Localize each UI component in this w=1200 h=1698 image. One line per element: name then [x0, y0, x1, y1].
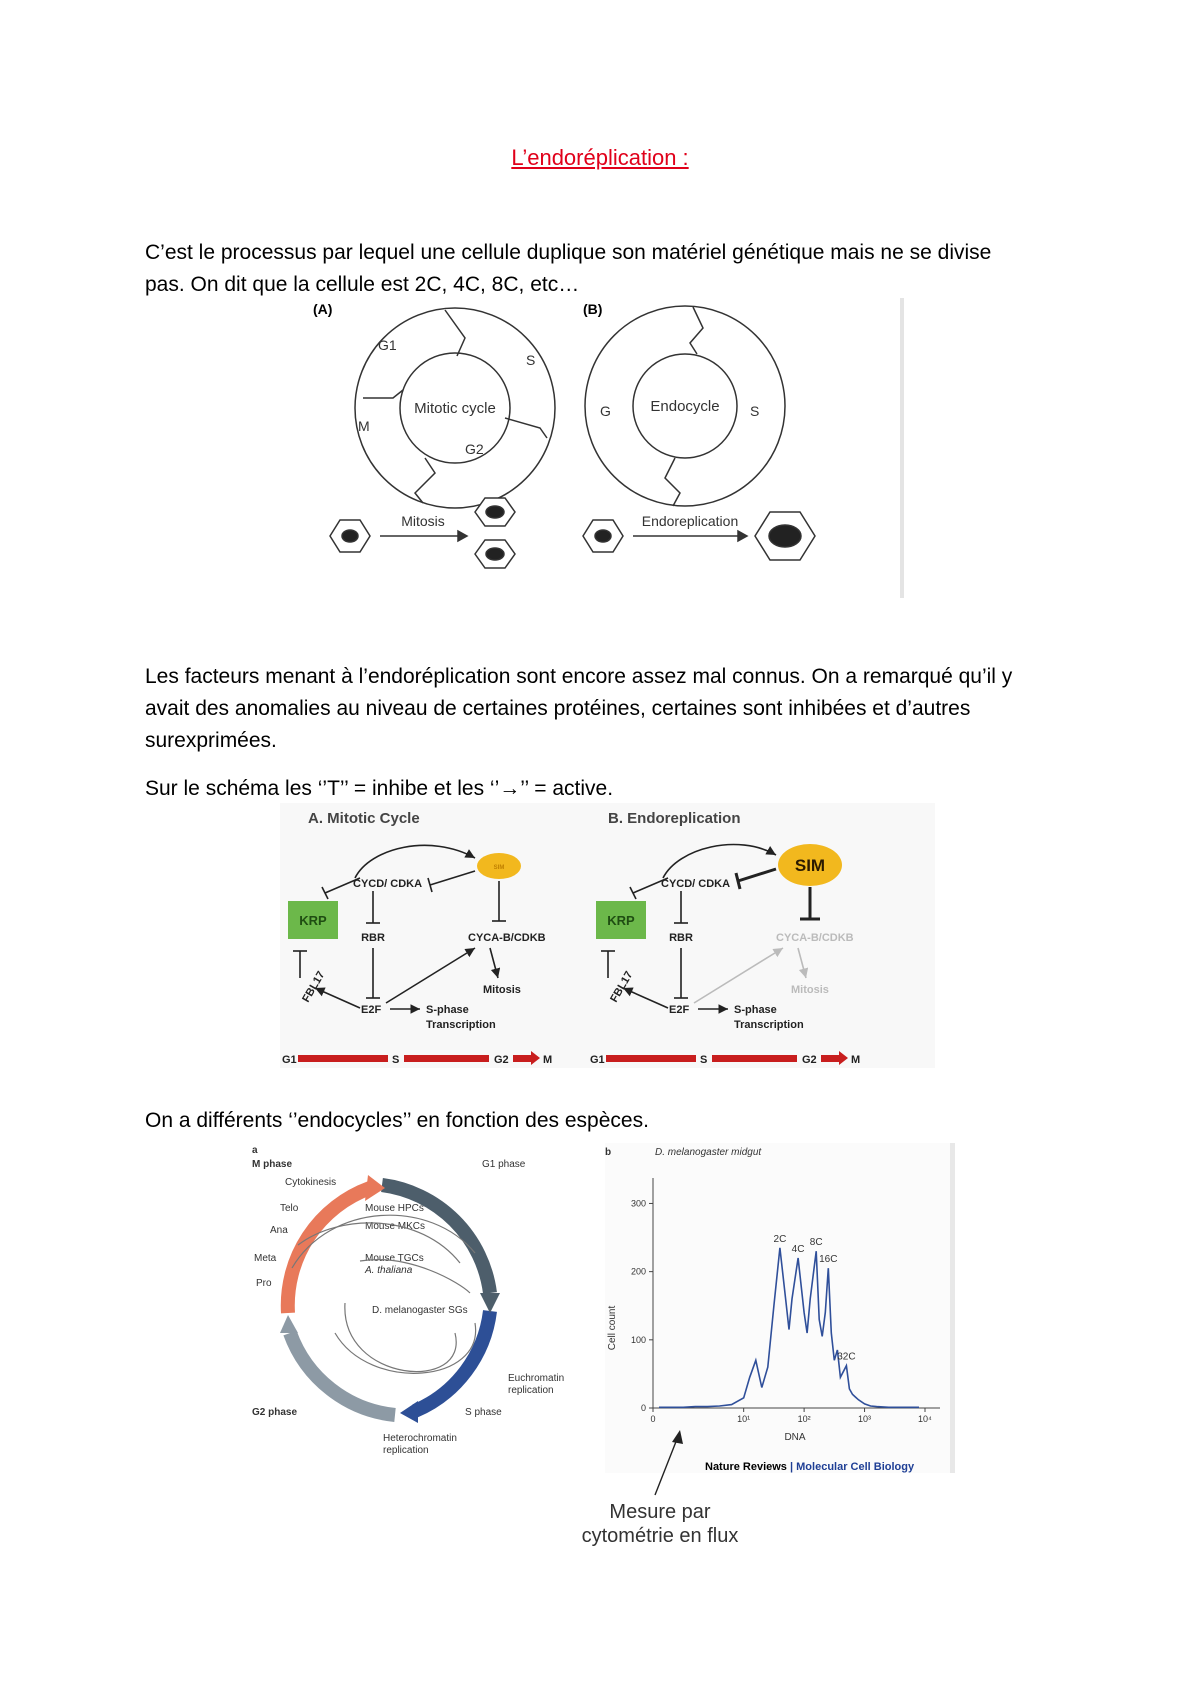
- g1-label-a: G1: [282, 1054, 297, 1066]
- figure-b-label: b: [605, 1147, 612, 1158]
- telo-label: Telo: [280, 1203, 299, 1214]
- dna-histogram-figure: [605, 1143, 955, 1473]
- mitosis-label: Mitosis: [401, 513, 445, 529]
- m-label-b: M: [851, 1054, 861, 1066]
- g1-label-b: G1: [590, 1054, 605, 1066]
- caption-molecular-cell-biology: Molecular Cell Biology: [796, 1461, 915, 1473]
- cyca-label-a: CYCA-B/CDKB: [468, 932, 546, 944]
- m-label-a: M: [543, 1054, 553, 1066]
- y-tick-label-1: 100: [630, 1334, 646, 1345]
- endocycle-variants-figure: [250, 1143, 595, 1488]
- g-label: G: [600, 403, 611, 419]
- mesure-line-2: cytométrie en flux: [581, 1525, 739, 1547]
- panel-a-label: (A): [313, 301, 333, 317]
- krp-label-a: KRP: [299, 913, 327, 928]
- x-axis-label: DNA: [784, 1432, 806, 1443]
- sim-small-label: SIM: [493, 865, 505, 871]
- panel-b-title: B. Endoreplication: [608, 810, 741, 827]
- peak-label-8C: 8C: [809, 1237, 823, 1249]
- factors-line-2: avait des anomalies au niveau de certaines protéines, certaines sont inhibées et d’autres: [145, 697, 971, 720]
- mesure-line-1: Mesure par: [609, 1501, 711, 1523]
- factors-paragraph: [145, 661, 1075, 757]
- peak-label-16C: 16C: [819, 1254, 838, 1266]
- legend-line: Sur le schéma les ‘’T’’ = inhibe et les ‘’→’’ = active.: [145, 777, 614, 800]
- page-title: L’endoréplication :: [511, 145, 689, 170]
- cytokinesis-label: Cytokinesis: [285, 1177, 337, 1188]
- cycd-label-a: CYCD/ CDKA: [353, 878, 423, 890]
- transcription-label-a: Transcription: [426, 1019, 496, 1031]
- g1-phase-label: G1 phase: [482, 1159, 526, 1170]
- pathway-figure: [280, 803, 935, 1068]
- tgcs-label: Mouse TGCs: [365, 1253, 424, 1264]
- factors-line-1: Les facteurs menant à l’endoréplication sont encore assez mal connus. On a remarqué qu’il y: [145, 665, 1013, 688]
- rbr-label-a: RBR: [361, 932, 385, 944]
- factors-line-3: surexprimées.: [145, 729, 277, 752]
- endoreplication-label: Endoreplication: [641, 513, 739, 529]
- euchromatin-label-2: replication: [508, 1385, 554, 1396]
- endocycles-line: On a différents ‘’endocycles’’ en fonction des espèces.: [145, 1109, 649, 1132]
- x-tick-label-1: 10¹: [737, 1414, 751, 1424]
- intro-line-1: C’est le processus par lequel une cellule duplique son matériel génétique mais ne se divise: [145, 241, 992, 264]
- meta-label: Meta: [254, 1253, 277, 1264]
- y-tick-label-2: 200: [630, 1266, 646, 1277]
- mkcs-label: Mouse MKCs: [365, 1221, 426, 1232]
- y-tick-label-0: 0: [640, 1403, 646, 1413]
- peak-label-4C: 4C: [791, 1244, 805, 1255]
- transcription-label-b: Transcription: [734, 1019, 804, 1031]
- figure-a-label: a: [252, 1145, 258, 1156]
- cycd-label-b: CYCD/ CDKA: [661, 878, 731, 890]
- x-tick-label-2: 10²: [797, 1414, 811, 1424]
- mitotic-cycle-label: Mitotic cycle: [414, 400, 496, 417]
- chart-title: D. melanogaster midgut: [655, 1147, 762, 1158]
- caption-separator: |: [790, 1461, 794, 1473]
- g2-label: G2: [465, 441, 484, 457]
- s-label-a2: S: [392, 1054, 400, 1066]
- pro-label: Pro: [256, 1278, 272, 1289]
- hpcs-label: Mouse HPCs: [365, 1203, 424, 1214]
- cytometry-annotation: [560, 1430, 760, 1547]
- athaliana-label: A. thaliana: [365, 1265, 413, 1276]
- panel-b-label: (B): [583, 301, 603, 317]
- intro-paragraph: [145, 237, 1075, 301]
- e2f-label-b: E2F: [669, 1004, 690, 1016]
- e2f-label-a: E2F: [361, 1004, 382, 1016]
- g2-label-a: G2: [494, 1054, 509, 1066]
- x-tick-label-3: 10³: [858, 1414, 872, 1424]
- peak-label-32C: 32C: [837, 1351, 856, 1363]
- s-label-b: S: [750, 403, 760, 419]
- krp-label-b: KRP: [607, 913, 635, 928]
- s-phase-label: S phase: [465, 1407, 502, 1418]
- cell-cycle-figure: [295, 298, 905, 598]
- endocycle-label: Endocycle: [650, 398, 720, 415]
- fbl17-label-a: FBL17: [300, 969, 328, 1005]
- mitosis-cells: [330, 498, 515, 568]
- s-label-b2: S: [700, 1054, 708, 1066]
- x-tick-label-0: 0: [650, 1414, 656, 1424]
- y-tick-label-3: 300: [630, 1198, 646, 1209]
- fbl17-label-b: FBL17: [608, 969, 636, 1005]
- hetero-label-1: Heterochromatin: [383, 1433, 457, 1444]
- cyca-label-b: CYCA-B/CDKB: [776, 932, 854, 944]
- y-axis-label: Cell count: [607, 1305, 618, 1351]
- sphase-label-a: S-phase: [426, 1004, 469, 1016]
- m-phase-label: M phase: [252, 1159, 293, 1170]
- mitosis-label-a: Mitosis: [483, 984, 521, 996]
- caption-nature-reviews: Nature Reviews: [705, 1461, 787, 1473]
- m-label: M: [358, 418, 370, 434]
- peak-label-2C: 2C: [773, 1233, 787, 1245]
- hetero-label-2: replication: [383, 1445, 429, 1456]
- g1-label: G1: [378, 337, 397, 353]
- rbr-label-b: RBR: [669, 932, 693, 944]
- euchromatin-label-1: Euchromatin: [508, 1373, 565, 1384]
- sgs-label: D. melanogaster SGs: [372, 1305, 468, 1316]
- intro-line-2: pas. On dit que la cellule est 2C, 4C, 8C, etc…: [145, 273, 580, 296]
- g2-label-b: G2: [802, 1054, 817, 1066]
- sim-label: SIM: [794, 856, 826, 875]
- s-label-a: S: [526, 352, 536, 368]
- panel-a-title: A. Mitotic Cycle: [308, 810, 420, 827]
- x-tick-label-4: 10⁴: [918, 1414, 932, 1424]
- mitosis-label-b: Mitosis: [791, 984, 829, 996]
- ana-label: Ana: [270, 1225, 288, 1236]
- g2-phase-label: G2 phase: [252, 1407, 298, 1418]
- sphase-label-b: S-phase: [734, 1004, 777, 1016]
